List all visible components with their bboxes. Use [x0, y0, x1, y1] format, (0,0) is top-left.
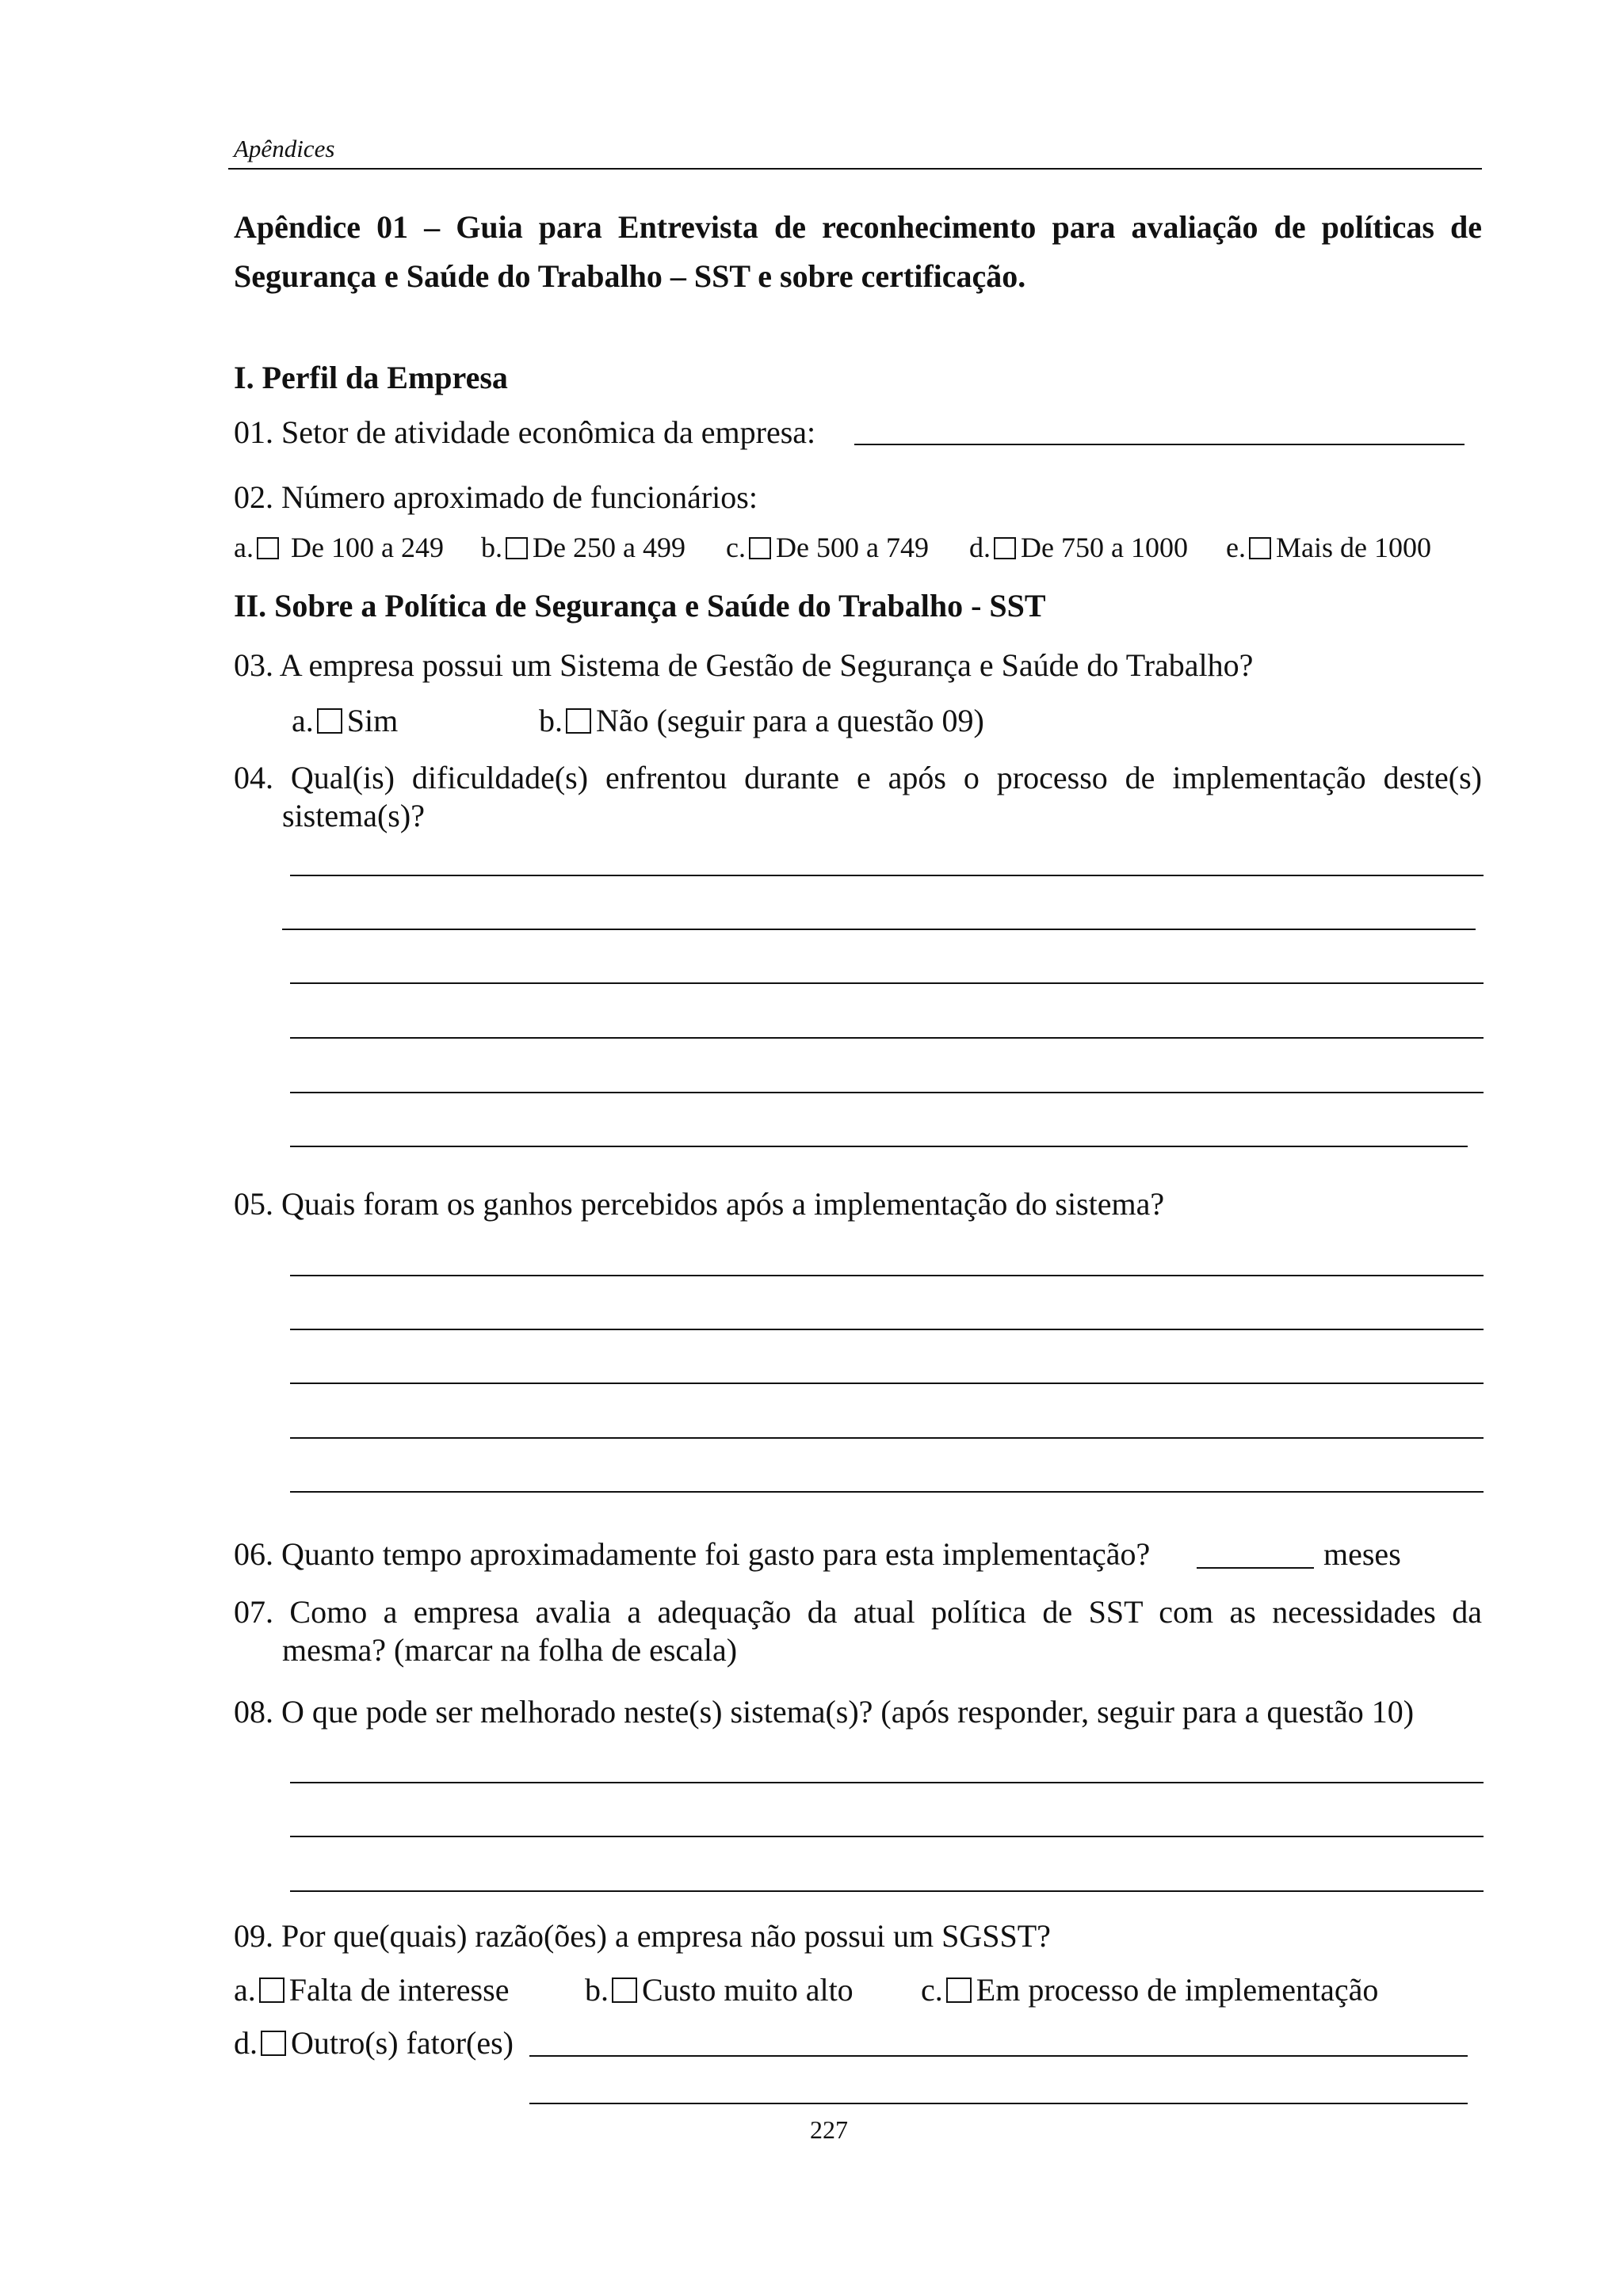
- option-letter: b.: [585, 1972, 609, 2008]
- answer-line-q04[interactable]: [290, 982, 1484, 984]
- option-label: Em processo de implementação: [976, 1972, 1379, 2008]
- section-heading-politica-sst: II. Sobre a Política de Segurança e Saúde do Trabalho - SST: [234, 588, 1046, 624]
- q02-option-c[interactable]: [726, 531, 929, 564]
- q02-option-e[interactable]: [1226, 531, 1431, 564]
- answer-line-q08[interactable]: [290, 1836, 1484, 1837]
- checkbox-icon[interactable]: [506, 537, 528, 559]
- option-letter: d.: [969, 532, 991, 563]
- option-letter: b.: [539, 703, 563, 738]
- answer-line-q04[interactable]: [290, 1092, 1484, 1093]
- answer-line-q09-other[interactable]: [529, 2055, 1468, 2057]
- option-letter: c.: [726, 532, 746, 563]
- question-08: 08. O que pode ser melhorado neste(s) sistema(s)? (após responder, seguir para a questão 10): [234, 1694, 1415, 1730]
- answer-line-q04[interactable]: [282, 929, 1476, 930]
- q09-option-c[interactable]: [921, 1971, 1378, 2008]
- answer-line-q04[interactable]: [290, 1037, 1484, 1039]
- answer-line-q09-other[interactable]: [529, 2103, 1468, 2104]
- option-letter: a.: [292, 703, 314, 738]
- checkbox-icon[interactable]: [317, 708, 342, 734]
- option-label: Custo muito alto: [642, 1972, 854, 2008]
- answer-line-q01[interactable]: [854, 444, 1465, 445]
- answer-line-q05[interactable]: [290, 1329, 1484, 1330]
- question-07-line1: 07. Como a empresa avalia a adequação da atual política de SST com as necessidades da: [234, 1594, 1482, 1630]
- checkbox-icon[interactable]: [946, 1978, 972, 2003]
- answer-line-q08[interactable]: [290, 1890, 1484, 1892]
- question-06: 06. Quanto tempo aproximadamente foi gasto para esta implementação?: [234, 1536, 1151, 1572]
- option-letter: e.: [1226, 532, 1246, 563]
- question-04-line2: sistema(s)?: [282, 798, 425, 833]
- q06-unit: meses: [1323, 1536, 1401, 1572]
- question-04-line1: 04. Qual(is) dificuldade(s) enfrentou durante e após o processo de implementação deste(s): [234, 760, 1482, 795]
- option-letter: c.: [921, 1972, 943, 2008]
- section-heading-perfil: I. Perfil da Empresa: [234, 360, 508, 395]
- q09-option-a[interactable]: [234, 1971, 509, 2008]
- checkbox-icon[interactable]: [1249, 537, 1271, 559]
- document-title: Apêndice 01 – Guia para Entrevista de reconhecimento para avaliação de políticas de Segurança e Saúde do Trabalho – SST e sobre certificação.: [234, 209, 1482, 294]
- option-letter: a.: [234, 1972, 256, 2008]
- question-05: 05. Quais foram os ganhos percebidos após a implementação do sistema?: [234, 1186, 1165, 1222]
- answer-line-q04[interactable]: [290, 1146, 1468, 1147]
- q02-option-d[interactable]: [969, 531, 1188, 564]
- option-label: Falta de interesse: [288, 1972, 510, 2008]
- checkbox-icon[interactable]: [612, 1978, 637, 2003]
- option-label: Mais de 1000: [1275, 532, 1431, 563]
- checkbox-icon[interactable]: [994, 537, 1016, 559]
- answer-line-q06-months[interactable]: [1197, 1567, 1314, 1569]
- option-label: Sim: [346, 703, 399, 738]
- option-label: De 100 a 249: [290, 532, 444, 563]
- option-label: Outro(s) fator(es): [291, 2025, 514, 2061]
- q03-option-b[interactable]: [539, 702, 984, 739]
- header-rule: [228, 168, 1482, 170]
- option-label: Não (seguir para a questão 09): [596, 703, 984, 738]
- checkbox-icon[interactable]: [257, 537, 279, 559]
- question-03: 03. A empresa possui um Sistema de Gestão de Segurança e Saúde do Trabalho?: [234, 647, 1254, 683]
- answer-line-q05[interactable]: [290, 1437, 1484, 1439]
- question-07-line2: mesma? (marcar na folha de escala): [282, 1632, 738, 1668]
- running-header: Apêndices: [234, 135, 335, 162]
- q02-option-a[interactable]: [234, 531, 444, 564]
- page-number: 227: [810, 2115, 848, 2144]
- q09-option-b[interactable]: [585, 1971, 854, 2008]
- checkbox-icon[interactable]: [259, 1978, 285, 2003]
- option-letter: b.: [481, 532, 502, 563]
- option-label: De 750 a 1000: [1021, 532, 1188, 563]
- q09-option-d[interactable]: [234, 2024, 514, 2061]
- answer-line-q05[interactable]: [290, 1383, 1484, 1384]
- checkbox-icon[interactable]: [261, 2031, 286, 2056]
- question-02: 02. Número aproximado de funcionários:: [234, 479, 758, 515]
- answer-line-q04[interactable]: [290, 875, 1484, 876]
- q03-option-a[interactable]: [292, 702, 398, 739]
- checkbox-icon[interactable]: [749, 537, 771, 559]
- q02-option-b[interactable]: [481, 531, 685, 564]
- option-label: De 500 a 749: [775, 532, 929, 563]
- answer-line-q08[interactable]: [290, 1782, 1484, 1783]
- question-01: 01. Setor de atividade econômica da empresa:: [234, 414, 816, 450]
- answer-line-q05[interactable]: [290, 1491, 1484, 1493]
- option-letter: a.: [234, 532, 254, 563]
- checkbox-icon[interactable]: [566, 708, 591, 734]
- answer-line-q05[interactable]: [290, 1275, 1484, 1276]
- question-09: 09. Por que(quais) razão(ões) a empresa não possui um SGSST?: [234, 1918, 1051, 1954]
- option-label: De 250 a 499: [533, 532, 685, 563]
- option-letter: d.: [234, 2025, 258, 2061]
